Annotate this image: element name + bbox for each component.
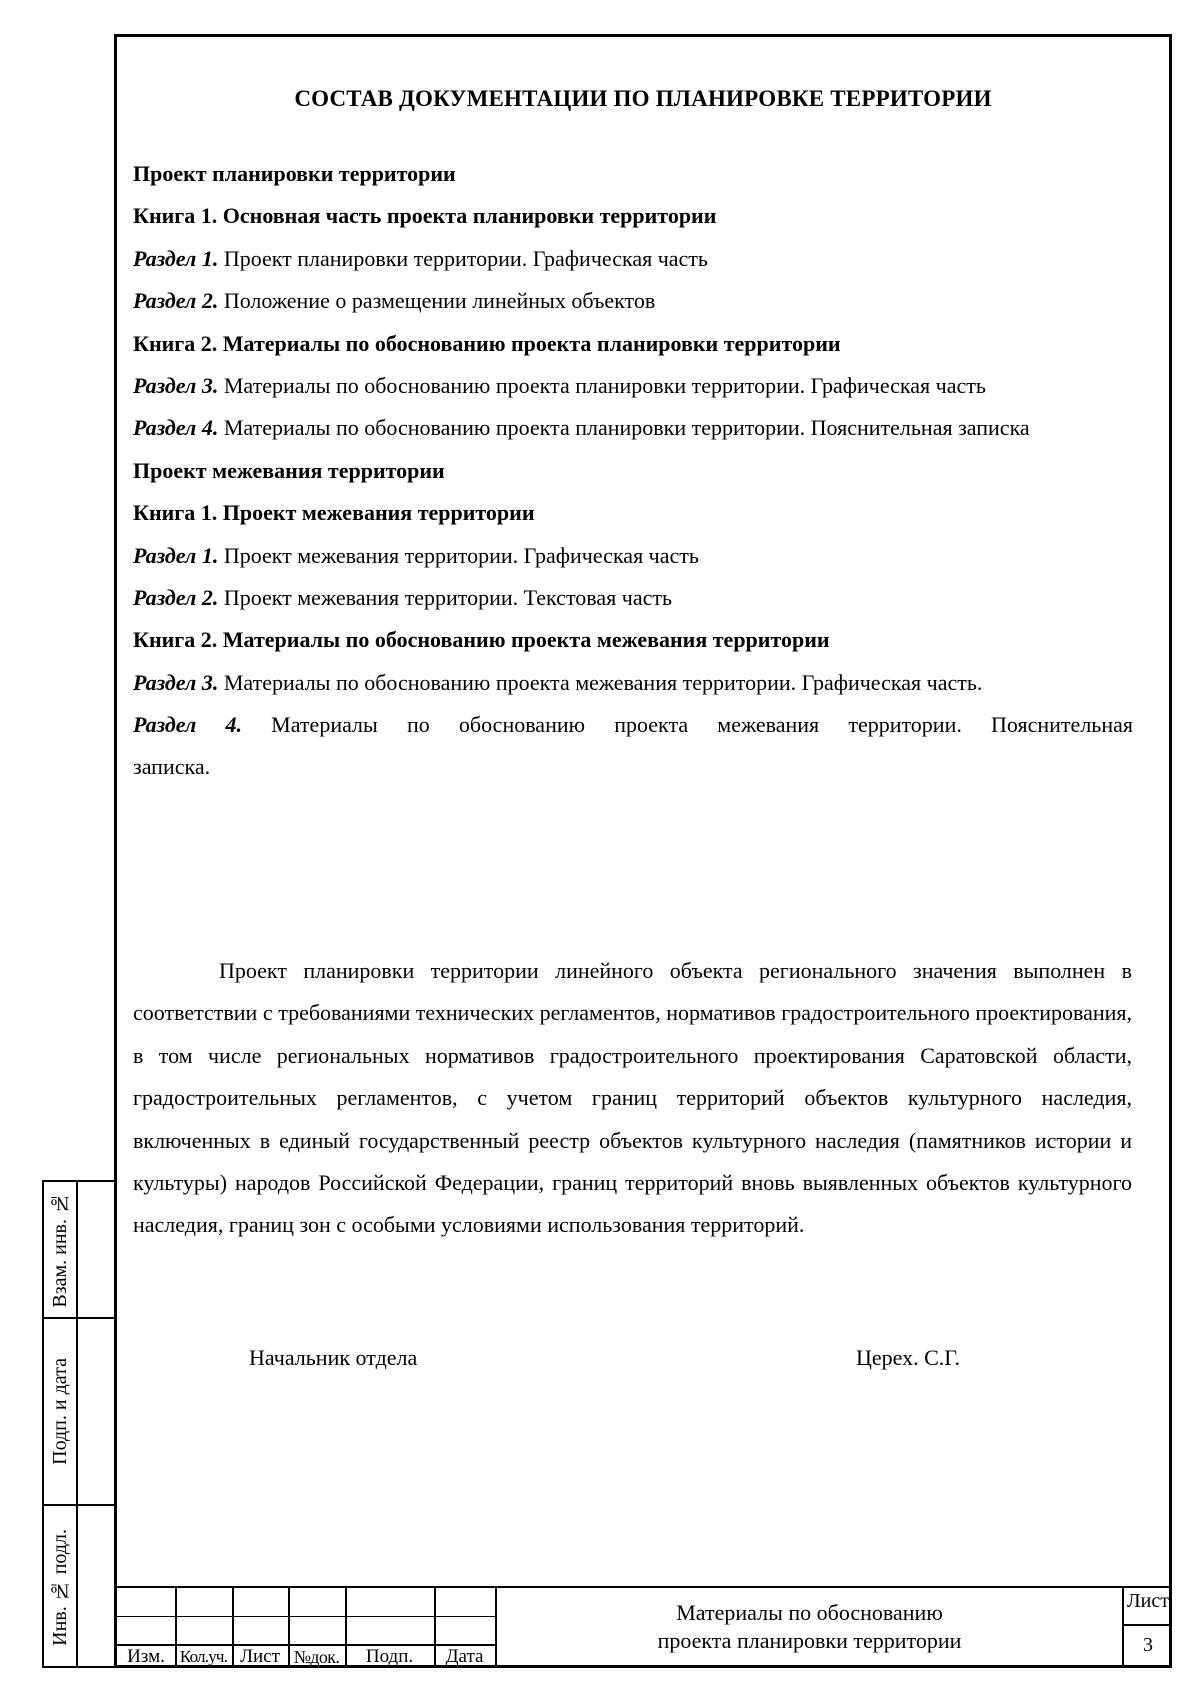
toc-section [133,238,1133,280]
side-stamp [42,1180,114,1668]
document-name-line-1: Материалы по обоснованию [676,1599,943,1625]
toc-section [133,535,1133,577]
column-header-sheet: Лист [240,1646,280,1667]
sheet-separator [1124,1624,1172,1626]
toc-section-label: Раздел 1. [133,542,219,568]
toc-section [133,365,1133,407]
toc-heading: Книга 2. Материалы по обоснованию проекта межевания территории [133,627,830,653]
toc-heading: Проект межевания территории [133,457,445,483]
grid-line [117,1616,495,1617]
table-of-contents [133,153,1133,789]
body-paragraph: Проект планировки территории линейного объекта регионального значения выполнен в соответствии с требованиями технических регламентов, нормативов градостроительного проектирования, в том числе региональных нормативов градостроительного проектирования Саратовской области, градостроительных регламентов, с учетом границ территорий объектов культурного наследия, включенных в единый государственный реестр объектов культурного наследия (памятников истории и культуры) народов Российской Федерации, границ территорий вновь выявленных объектов культурного наследия, границ зон с особыми условиями использования территорий. [133,958,1132,1238]
toc-heading: Книга 1. Проект межевания территории [133,500,535,526]
toc-section-text: Положение о размещении линейных объектов [218,288,656,314]
toc-section-label: Раздел 1. [133,245,219,271]
toc-section [133,577,1133,619]
signature-role: Начальник отдела [249,1345,418,1370]
sheet-number: 3 [1143,1634,1153,1656]
toc-section-text: Проект межевания территории. Графическая часть [218,542,699,568]
toc-section-text: Проект межевания территории. Текстовая часть [218,584,672,610]
toc-section-label: Раздел 3. [133,669,219,695]
toc-heading: Книга 1. Основная часть проекта планировки территории [133,203,717,229]
column-header-change: Изм. [127,1646,165,1667]
toc-section-continuation: записка. [133,754,211,780]
toc-section-label: Раздел 4. [133,712,242,738]
replacement-inventory-label: Взам. инв. № [48,1191,71,1308]
toc-section-text: Материалы по обоснованию проекта планировки территории. Графическая часть [218,372,986,398]
toc-section-text: Материалы по обоснованию проекта межевания территории. Графическая часть. [218,669,983,695]
toc-section [133,704,1133,746]
toc-section-label: Раздел 2. [133,584,219,610]
original-inventory-label: Инв. № подл. [48,1528,71,1646]
toc-section-label: Раздел 4. [133,415,219,441]
sheet-label: Лист [1127,1590,1169,1612]
column-header-signature: Подп. [365,1646,414,1667]
title-block-grid [117,1586,495,1667]
toc-section-text: Материалы по обоснованию проекта планировки территории. Пояснительная записка [218,415,1030,441]
signature-date-label: Подп. и дата [48,1358,71,1465]
side-stamp-column-divider [76,1182,78,1668]
toc-heading: Книга 2. Материалы по обоснованию проекта планировки территории [133,330,841,356]
toc-heading: Проект планировки территории [133,161,456,186]
document-title: СОСТАВ ДОКУМЕНТАЦИИ ПО ПЛАНИРОВКЕ ТЕРРИТОРИИ [294,86,992,111]
title-block-sheet [1122,1586,1172,1665]
toc-section [133,407,1133,449]
toc-section-label: Раздел 3. [133,372,219,398]
toc-section [133,280,1133,322]
column-header-count: Кол.уч. [179,1647,228,1666]
title-block-document-name [495,1586,1122,1665]
toc-section-text: Проект планировки территории. Графическая часть [218,245,708,271]
document-name-line-2: проекта планировки территории [657,1627,962,1653]
toc-section [133,662,1133,704]
column-header-doc-number: №док. [293,1647,340,1667]
toc-section-text: Материалы по обоснованию проекта межевания территории. Пояснительная [242,712,1133,738]
column-header-date: Дата [445,1646,484,1667]
signature-name: Церех. С.Г. [856,1345,961,1370]
toc-section-label: Раздел 2. [133,288,219,314]
